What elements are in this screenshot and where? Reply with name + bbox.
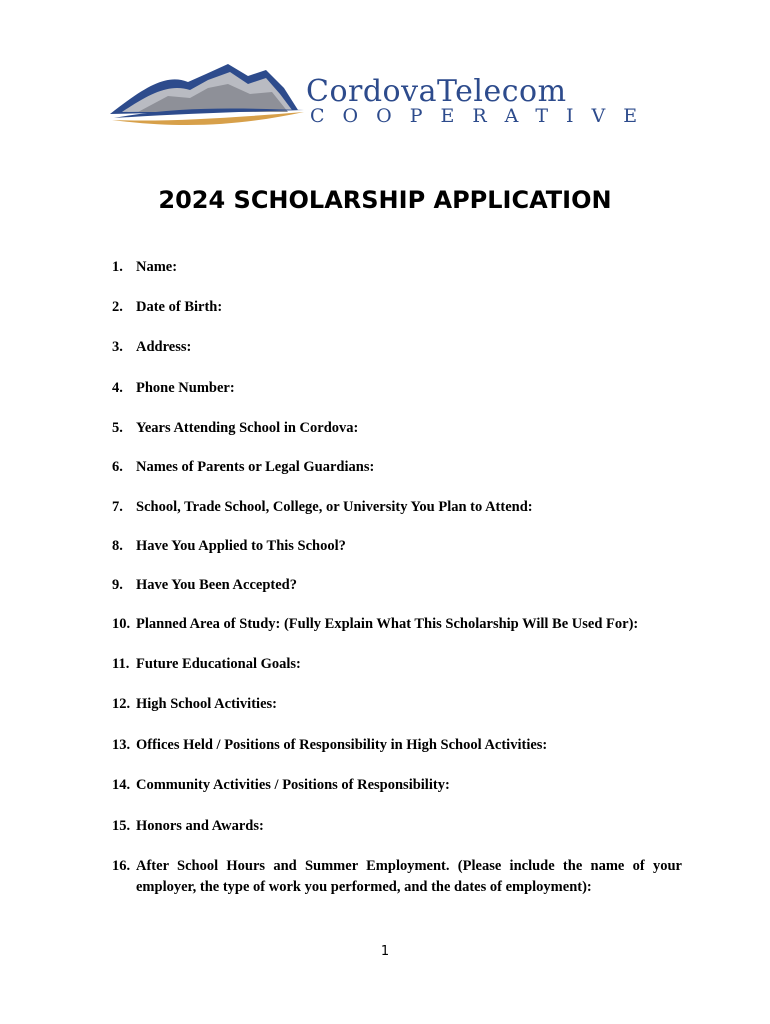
question-number: 14. xyxy=(112,777,131,793)
question-label: Have You Been Accepted? xyxy=(136,577,297,593)
question-item xyxy=(112,856,682,898)
question-item xyxy=(112,694,682,715)
question-label: High School Activities: xyxy=(136,696,277,712)
question-item xyxy=(112,378,682,399)
question-item xyxy=(112,654,682,675)
question-label: Names of Parents or Legal Guardians: xyxy=(136,459,375,475)
question-label: Honors and Awards: xyxy=(136,818,264,834)
question-number: 3. xyxy=(112,339,123,355)
question-label: Date of Birth: xyxy=(136,299,223,315)
question-number: 5. xyxy=(112,420,123,436)
question-number: 2. xyxy=(112,299,123,315)
question-number: 15. xyxy=(112,818,131,834)
page-number: 1 xyxy=(380,944,390,959)
question-label: Offices Held / Positions of Responsibility in High School Activities: xyxy=(136,737,548,753)
question-item xyxy=(112,457,682,478)
question-number: 13. xyxy=(112,737,131,753)
question-number: 11. xyxy=(112,656,130,672)
question-number: 10. xyxy=(112,616,131,632)
question-item xyxy=(112,418,682,439)
question-label: School, Trade School, College, or University You Plan to Attend: xyxy=(136,499,533,515)
question-number: 6. xyxy=(112,459,123,475)
question-item xyxy=(112,735,682,756)
question-label: Future Educational Goals: xyxy=(136,656,301,672)
question-item xyxy=(112,257,682,278)
logo-name: CordovaTelecom xyxy=(306,74,567,109)
question-item xyxy=(112,775,682,796)
question-item xyxy=(112,297,682,318)
question-number: 8. xyxy=(112,538,123,554)
question-item xyxy=(112,816,682,837)
question-label: Have You Applied to This School? xyxy=(136,538,346,554)
question-label: After School Hours and Summer Employment. (Please include the name of your employer, the type of work you performed, and the dates of employment): xyxy=(136,858,682,896)
question-number: 7. xyxy=(112,499,123,515)
question-number: 4. xyxy=(112,380,123,396)
question-label: Years Attending School in Cordova: xyxy=(136,420,359,436)
question-label: Phone Number: xyxy=(136,380,235,396)
question-item xyxy=(112,536,682,557)
question-number: 9. xyxy=(112,577,123,593)
page-title: 2024 SCHOLARSHIP APPLICATION xyxy=(158,186,612,214)
question-number: 1. xyxy=(112,259,123,275)
question-label: Community Activities / Positions of Responsibility: xyxy=(136,777,450,793)
question-item xyxy=(112,614,682,635)
company-logo xyxy=(108,62,656,132)
question-number: 16. xyxy=(112,858,131,874)
question-label: Address: xyxy=(136,339,192,355)
question-item xyxy=(112,337,682,358)
question-item xyxy=(112,575,682,596)
question-label: Planned Area of Study: (Fully Explain What This Scholarship Will Be Used For): xyxy=(136,616,639,632)
question-number: 12. xyxy=(112,696,131,712)
question-item xyxy=(112,497,682,518)
logo-subtitle: COOPERATIVE xyxy=(310,105,656,127)
question-label: Name: xyxy=(136,259,178,275)
mountains-icon xyxy=(108,62,308,132)
